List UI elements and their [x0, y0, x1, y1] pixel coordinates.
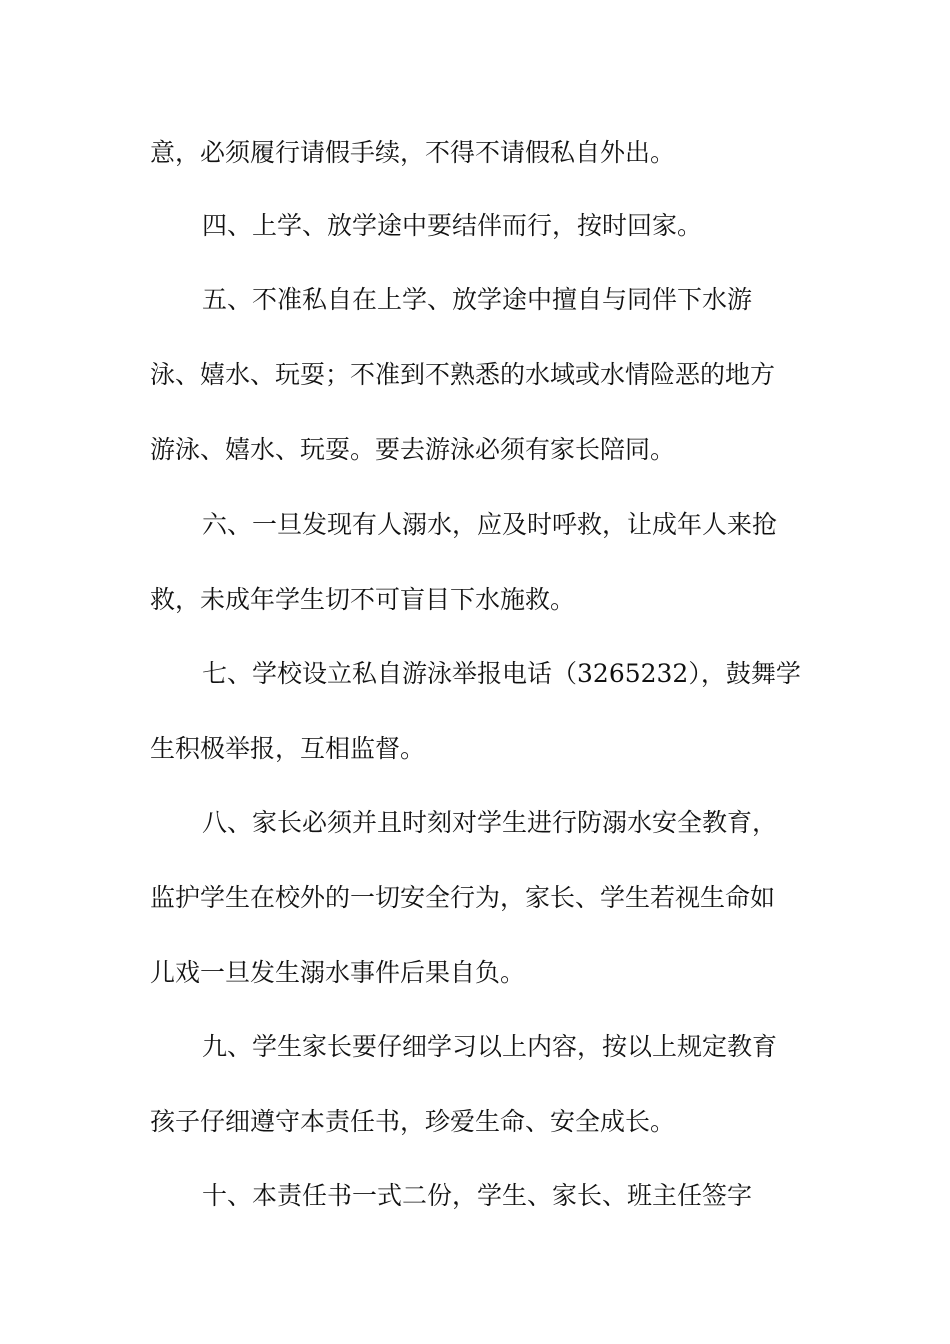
- text-line: 游泳、嬉水、玩耍。要去游泳必须有家长陪同。: [150, 435, 676, 464]
- text-line: 九、学生家长要仔细学习以上内容，按以上规定教育: [202, 1032, 778, 1061]
- text-line: 儿戏一旦发生溺水事件后果自负。: [150, 958, 526, 987]
- text-line: 六、一旦发现有人溺水，应及时呼救，让成年人来抢: [202, 510, 778, 539]
- text-line: 救，未成年学生切不可盲目下水施救。: [150, 585, 576, 614]
- text-line: 意，必须履行请假手续，不得不请假私自外出。: [150, 138, 676, 167]
- text-line: 泳、嬉水、玩耍；不准到不熟悉的水域或水情险恶的地方: [150, 360, 776, 389]
- text-line: 七、学校设立私自游泳举报电话（3265232），鼓舞学: [202, 659, 801, 688]
- text-line: 孩子仔细遵守本责任书，珍爱生命、安全成长。: [150, 1107, 676, 1136]
- text-line: 监护学生在校外的一切安全行为，家长、学生若视生命如: [150, 883, 776, 912]
- text-line: 十、本责任书一式二份，学生、家长、班主任签字: [202, 1181, 753, 1210]
- text-line: 生积极举报，互相监督。: [150, 734, 426, 763]
- text-line: 八、家长必须并且时刻对学生进行防溺水安全教育，: [202, 808, 778, 837]
- text-line: 四、上学、放学途中要结伴而行，按时回家。: [202, 211, 703, 240]
- text-line: 五、不准私自在上学、放学途中擅自与同伴下水游: [202, 285, 753, 314]
